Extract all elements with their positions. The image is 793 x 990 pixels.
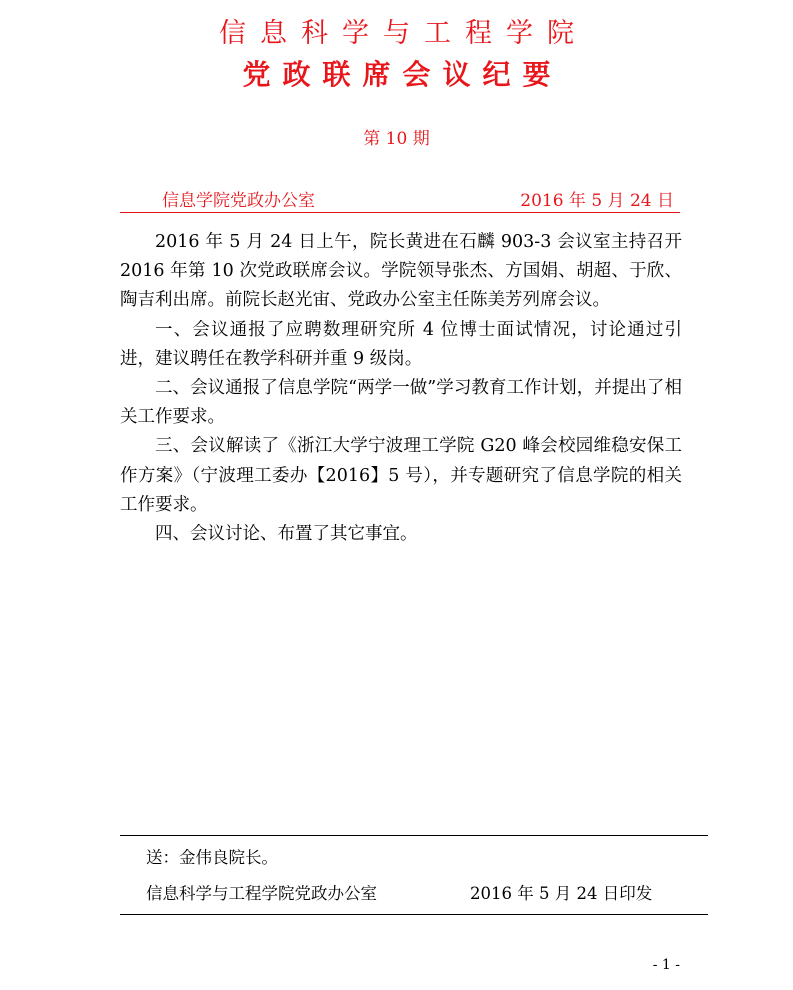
paragraph-item-2: 二、会议通报了信息学院“两学一做”学习教育工作计划，并提出了相关工作要求。 (120, 378, 682, 428)
issuer-office: 信息学院党政办公室 (162, 191, 315, 211)
issuer-row (120, 190, 680, 212)
print-date: 2016 年 5 月 24 日印发 (470, 884, 653, 903)
minutes-body (120, 228, 682, 549)
print-office: 信息科学与工程学院党政办公室 (146, 884, 377, 903)
page-number: - 1 - (652, 957, 680, 973)
org-title: 信息科学与工程学院 (219, 18, 588, 49)
paragraph-item-3: 三、会议解读了《浙江大学宁波理工学院 G20 峰会校园维稳安保工作方案》（宁波理工委办【2016】5 号），并专题研究了信息学院的相关工作要求。 (120, 436, 682, 515)
document-title: 党政联席会议纪要 (242, 58, 563, 91)
paragraph-intro: 2016 年 5 月 24 日上午，院长黄进在石麟 903-3 会议室主持召开 2016 年第 10 次党政联席会议。学院领导张杰、方国娟、胡超、于欣、陶吉利出席。前院长赵光宙、党政办公室主任陈美芳列席会议。 (120, 232, 682, 311)
paragraph-item-4: 四、会议讨论、布置了其它事宜。 (155, 524, 418, 545)
footer-bottom-divider (120, 914, 708, 915)
red-divider (120, 212, 680, 213)
recipients-line: 送：金伟良院长。 (146, 848, 278, 867)
footer-top-divider (120, 835, 708, 836)
issue-date: 2016 年 5 月 24 日 (520, 191, 674, 211)
paragraph-item-1: 一、会议通报了应聘数理研究所 4 位博士面试情况，讨论通过引进，建议聘任在教学科研并重 9 级岗。 (120, 319, 682, 369)
issue-number: 第 10 期 (363, 129, 430, 149)
